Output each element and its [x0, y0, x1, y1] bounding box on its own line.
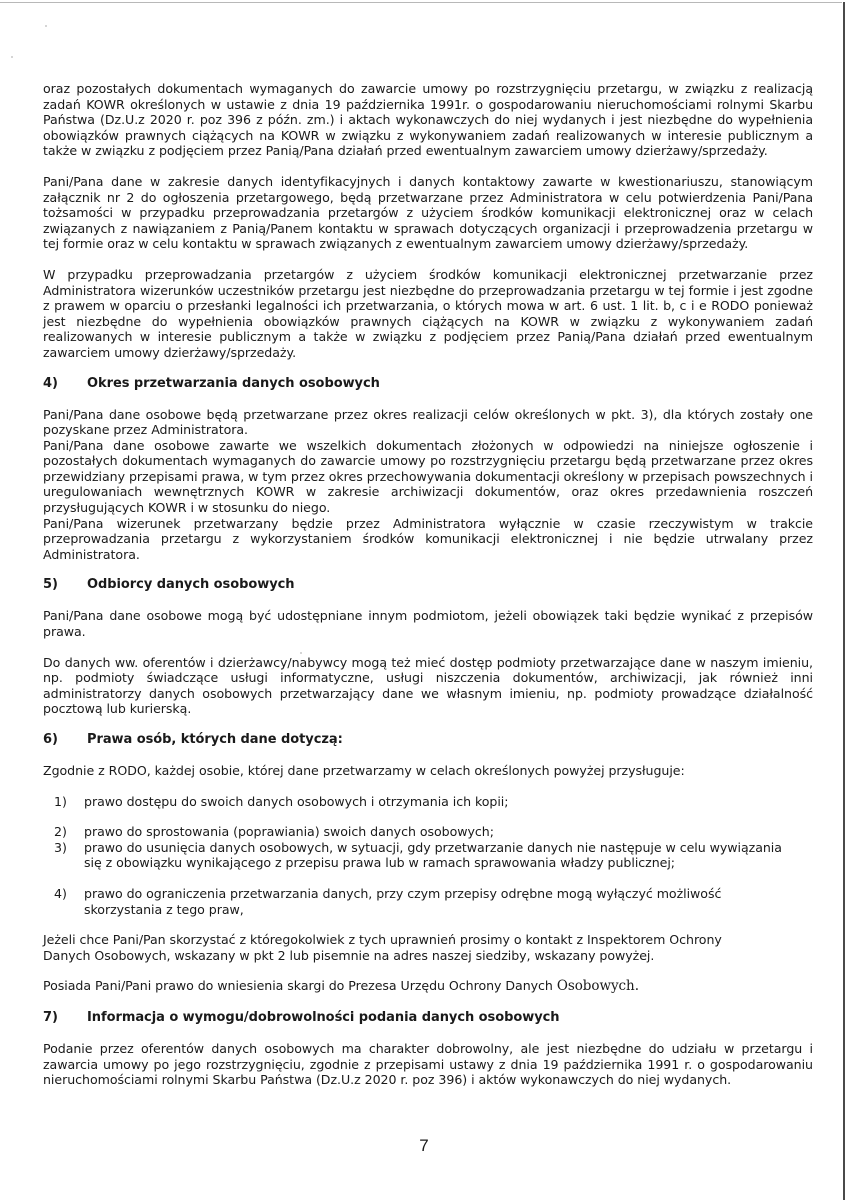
rights-list-item	[43, 794, 813, 810]
document-content	[43, 81, 813, 1088]
rights-list-item	[43, 886, 813, 917]
section-4-paragraph-1: Pani/Pana dane osobowe będą przetwarzane przez okres realizacji celów określonych w pkt. 3), dla których zostały one pozyskane przez Administratora.	[43, 406, 813, 438]
complaint-paragraph	[43, 978, 813, 995]
section-title: Odbiorcy danych osobowych	[87, 577, 295, 593]
section-4-heading	[43, 376, 813, 392]
rights-list-item	[43, 840, 813, 871]
list-text: prawo do sprostowania (poprawiania) swoich danych osobowych;	[84, 824, 494, 840]
section-7-paragraph-1: Podanie przez oferentów danych osobowych ma charakter dobrowolny, ale jest niezbędne do udziału w przetargu i zawarcia umowy po jego rozstrzygnięciu, zgodnie z przepisami ustawy z dnia 19 października 1991 r. o gospodarowaniu nieruchomościami rolnymi Skarbu Państwa (Dz.U.z 2020 r. poz 396) i aktów wykonawczych do niej wydanych.	[43, 1040, 813, 1088]
list-text: prawo do usunięcia danych osobowych, w sytuacji, gdy przetwarzanie danych nie następuje w celu wywiązania się z obowiązku wynikającego z przepisu prawa lub w ramach sprawowania władzy publicznej;	[84, 839, 782, 871]
section-5-paragraph-2: Do danych ww. oferentów i dzierżawcy/nabywcy mogą też mieć dostęp podmioty przetwarzające dane w naszym imieniu, np. podmioty świadczące usługi informatyczne, usługi niszczenia dokumentów, archiwizacji, jak również inni administratorzy danych osobowych przetwarzający dane we własnym imieniu, np. podmioty prowadzące działalność pocztową lub kurierską.	[43, 654, 813, 717]
section-number: 6)	[43, 732, 58, 747]
list-number: 2)	[54, 824, 67, 840]
section-7-heading	[43, 1010, 813, 1026]
section-title: Prawa osób, których dane dotyczą:	[87, 732, 343, 747]
scan-right-edge	[843, 2, 845, 1200]
list-text: prawo dostępu do swoich danych osobowych i otrzymania ich kopii;	[84, 793, 509, 809]
list-text: prawo do ograniczenia przetwarzania danych, przy czym przepisy odrębne mogą wyłączyć możliwość skorzystania z tego praw,	[84, 885, 722, 917]
list-number: 1)	[54, 793, 67, 809]
section-number: 7)	[43, 1009, 58, 1025]
section-6-heading	[43, 732, 813, 748]
section-5-paragraph-1: Pani/Pana dane osobowe mogą być udostępniane innym podmiotom, jeżeli obowiązek taki będzie wynikać z przepisów prawa.	[43, 608, 813, 640]
list-number: 3)	[54, 839, 67, 855]
section-number: 4)	[43, 375, 58, 391]
complaint-text-tail: Osobowych.	[556, 978, 639, 995]
page-number: 7	[419, 1136, 429, 1155]
section-4-paragraph-2: Pani/Pana dane osobowe zawarte we wszelkich dokumentach złożonych w odpowiedzi na niniejsze ogłoszenie i pozostałych dokumentach wymaganych do zawarcie umowy po rozstrzygnięciu przetargu będą przetwarzane przez okres przewidziany przepisami prawa, w tym przez okres przechowywania dokumentacji określony w przepisach powszechnych i uregulowaniach wewnętrznych KOWR w zakresie archiwizacji dokumentów, oraz okres przedawnienia roszczeń przysługujących KOWR i w stosunku do niego.	[43, 437, 813, 516]
scan-speck	[45, 25, 47, 27]
section-5-heading	[43, 577, 813, 593]
section-title: Informacja o wymogu/dobrowolności podania danych osobowych	[87, 1009, 560, 1025]
section-title: Okres przetwarzania danych osobowych	[87, 375, 380, 391]
intro-paragraph-3: W przypadku przeprowadzania przetargów z użyciem środków komunikacji elektronicznej przetwarzanie przez Administratora wizerunków uczestników przetargu jest niezbędne do przeprowadzania przetargu w tej formie i jest zgodne z prawem w oparciu o przesłanki legalności ich przetwarzania, o których mowa w art. 6 ust. 1 lit. b, c i e RODO ponieważ jest niezbędne do wypełnienia obowiązków prawnych ciążących na KOWR w związku z wykonywaniem zadań realizowanych w interesie publicznym a także w związku z podjęciem przez Panią/Pana działań przed ewentualnym zawarciem umowy dzierżawy/sprzedaży.	[43, 266, 813, 360]
intro-paragraph-1: oraz pozostałych dokumentach wymaganych do zawarcie umowy po rozstrzygnięciu przetargu, w związku z realizacją zadań KOWR określonych w ustawie z dnia 19 października 1991r. o gospodarowaniu nieruchomościami rolnymi Skarbu Państwa (Dz.U.z 2020 r. poz 396 z późn. zm.) i aktach wykonawczych do niej wydanych i jest niezbędne do wypełnienia obowiązków prawnych ciążących na KOWR w związku z wykonywaniem zadań realizowanych w interesie publicznym a także w związku z podjęciem przez Panią/Pana działań przed ewentualnym zawarciem umowy dzierżawy/sprzedaży.	[43, 81, 813, 159]
scan-speck	[11, 56, 13, 58]
complaint-text: Posiada Pani/Pani prawo do wniesienia skargi do Prezesa Urzędu Ochrony Danych	[43, 978, 557, 994]
rights-list-item	[43, 824, 813, 840]
list-number: 4)	[54, 885, 67, 901]
contact-paragraph: Jeżeli chce Pani/Pan skorzystać z któregokolwiek z tych uprawnień prosimy o kontakt z Inspektorem Ochrony Danych Osobowych, wskazany w pkt 2 lub pisemnie na adres naszej siedziby, wskazany powyżej.	[43, 932, 722, 963]
intro-paragraph-2: Pani/Pana dane w zakresie danych identyfikacyjnych i danych kontaktowy zawarte w kwestionariuszu, stanowiącym załącznik nr 2 do ogłoszenia przetargowego, będą przetwarzane przez Administratora w celu potwierdzenia Pani/Pana tożsamości w przypadku przeprowadzania przetargów z użyciem środków komunikacji elektronicznej oraz w celach związanych z nawiązaniem z Panią/Panem kontaktu w sprawach dotyczących organizacji i przeprowadzenia przetargu w tej formie oraz w celu kontaktu w sprawach związanych z ewentualnym zawarciem umowy dzierżawy/sprzedaży.	[43, 173, 813, 252]
rights-list	[43, 794, 813, 918]
section-6-intro: Zgodnie z RODO, każdej osobie, której dane przetwarzamy w celach określonych powyżej przysługuje:	[43, 763, 685, 778]
section-4-paragraph-3: Pani/Pana wizerunek przetwarzany będzie przez Administratora wyłącznie w czasie rzeczywistym w trakcie przeprowadzania przetargu z wykorzystaniem środków komunikacji elektronicznej i nie będzie utrwalany przez Administratora.	[43, 515, 813, 562]
section-number: 5)	[43, 577, 58, 593]
scan-top-edge	[0, 2, 842, 3]
